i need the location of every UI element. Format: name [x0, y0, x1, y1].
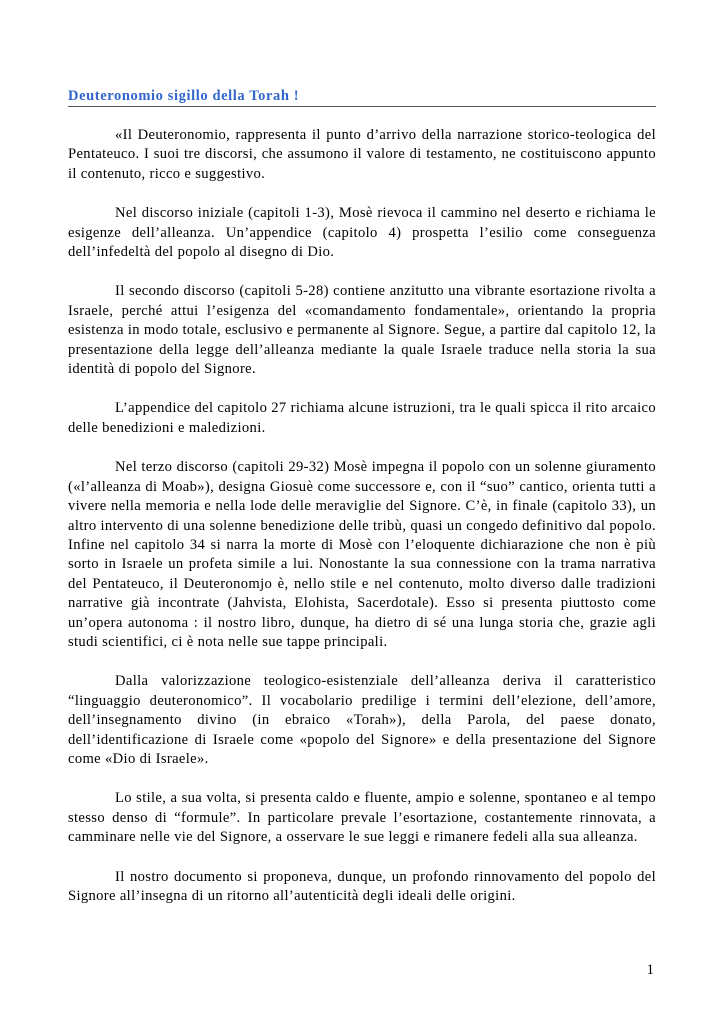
paragraph-2: Nel discorso iniziale (capitoli 1-3), Mosè rievoca il cammino nel deserto e richiama le esigenze dell’alleanza. Un’appendice (capitolo 4) prospetta l’esilio come conseguenza dell’infedeltà del popolo al disegno di Dio. — [68, 205, 656, 261]
document-title: Deuteronomio sigillo della Torah ! — [68, 88, 656, 107]
paragraph-8: Il nostro documento si proponeva, dunque, un profondo rinnovamento del popolo del Signore all’insegna di un ritorno all’autenticità degli ideali delle origini. — [68, 868, 656, 904]
page-number: 1 — [646, 962, 654, 978]
paragraph-7: Lo stile, a sua volta, si presenta caldo e fluente, ampio e solenne, spontaneo e al tempo stesso denso di “formule”. In particolare prevale l’esortazione, costantemente rinnovata, a camminare nelle vie del Signore, a osservare le sue leggi e rimanere fedeli alla sua alleanza. — [68, 790, 656, 846]
paragraph-4: L’appendice del capitolo 27 richiama alcune istruzioni, tra le quali spicca il rito arcaico delle benedizioni e maledizioni. — [68, 400, 656, 436]
paragraph-1: «Il Deuteronomio, rappresenta il punto d’arrivo della narrazione storico-teologica del Pentateuco. I suoi tre discorsi, che assumono il valore di testamento, ne costituiscono appunto il contenuto, ricco e suggestivo. — [68, 127, 656, 182]
paragraph-5: Nel terzo discorso (capitoli 29-32) Mosè impegna il popolo con un solenne giuramento («l’alleanza di Moab»), designa Giosuè come successore e, con il “suo” cantico, orienta tutti a vivere nella memoria e nella lode delle meraviglie del Signore. C’è, in finale (capitolo 33), un altro intervento di una solenne benedizione delle tribù, quasi un congedo definitivo dal popolo. Infine nel capitolo 34 si narra la morte di Mosè con l’eloquente dichiarazione che non è più sorto in Israele un profeta simile a lui. Nonostante la sua connessione con la trama narrativa del Pentateuco, il Deuteronomjo è, nello stile e nel contenuto, molto diverso dalle tradizioni narrative già incontrate (Jahvista, Elohista, Sacerdotale). Esso si presenta piuttosto come un’opera autonoma : il nostro libro, dunque, ha dietro di sé una lunga storia che, grazie agli studi scientifici, ci è nota nelle sue tappe principali. — [68, 459, 656, 650]
document-page — [68, 88, 656, 906]
paragraph-6: Dalla valorizzazione teologico-esistenziale dell’alleanza deriva il caratteristico “linguaggio deuteronomico”. Il vocabolario predilige i termini dell’elezione, dell’amore, dell’insegnamento divino (in ebraico «Torah»), della Parola, del paese donato, dell’identificazione di Israele come «popolo del Signore» e della presentazione del Signore come «Dio di Israele». — [68, 673, 656, 767]
paragraph-3: Il secondo discorso (capitoli 5-28) contiene anzitutto una vibrante esortazione rivolta a Israele, perché attui l’esigenza del «comandamento fondamentale», orientando la propria esistenza in modo totale, esclusivo e permanente al Signore. Segue, a partire dal capitolo 12, la presentazione della legge dell’alleanza mediante la quale Israele traduce nella storia la sua identità di popolo del Signore. — [68, 283, 656, 378]
